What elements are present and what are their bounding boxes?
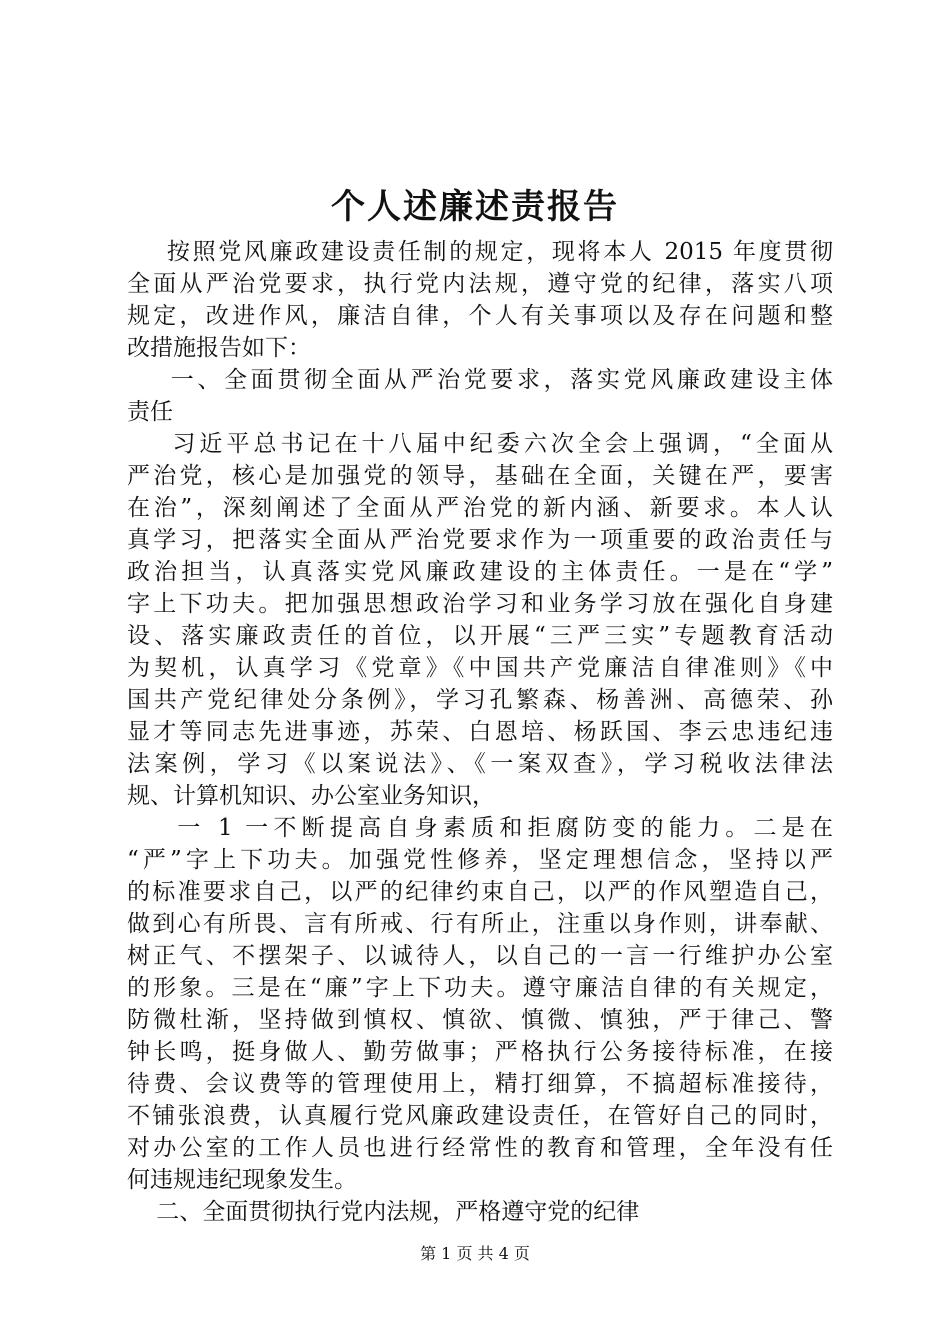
text-line: 真学习，把落实全面从严治党要求作为一项重要的政治责任与 [127, 527, 833, 553]
text-line: 全面从严治党要求，执行党内法规，遵守党的纪律，落实八项 [127, 271, 833, 297]
text-line: 钟长鸣，挺身做人、勤劳做事；严格执行公务接待标准，在接 [127, 1039, 833, 1065]
document-title: 个人述廉述责报告 [331, 187, 619, 227]
text-line: 对办公室的工作人员也进行经常性的教育和管理，全年没有任 [127, 1135, 833, 1161]
text-line: 的标准要求自己，以严的纪律约束自己，以严的作风塑造自己， [127, 879, 833, 905]
text-line: 按照党风廉政建设责任制的规定，现将本人 2015 年度贯彻 [127, 239, 833, 265]
text-line: 政治担当，认真落实党风廉政建设的主体责任。一是在“学” [127, 559, 833, 585]
text-line: 树正气、不摆架子、以诚待人，以自己的一言一行维护办公室 [127, 943, 833, 969]
text-line: 做到心有所畏、言有所戒、行有所止，注重以身作则，讲奉献、 [127, 911, 833, 937]
page-footer: 第 1 页 共 4 页 [420, 1244, 530, 1263]
text-line: 待费、会议费等的管理使用上，精打细算，不搞超标准接待， [127, 1071, 833, 1097]
text-line: 设、落实廉政责任的首位，以开展“三严三实”专题教育活动 [127, 623, 833, 649]
text-line: 为契机，认真学习《党章》《中国共产党廉洁自律准则》《中 [127, 655, 833, 681]
text-line: 责任 [127, 399, 173, 425]
text-line: 的形象。三是在“廉”字上下功夫。遵守廉洁自律的有关规定， [127, 975, 833, 1001]
text-line: 显才等同志先进事迹，苏荣、白恩培、杨跃国、李云忠违纪违 [127, 719, 833, 745]
text-line: 一 1 一不断提高自身素质和拒腐防变的能力。二是在 [127, 815, 833, 841]
text-line: 法案例，学习《以案说法》、《一案双查》，学习税收法律法 [127, 751, 833, 777]
text-line: 何违规违纪现象发生。 [127, 1167, 357, 1193]
text-line: 在治”，深刻阐述了全面从严治党的新内涵、新要求。本人认 [127, 495, 833, 521]
text-line: 字上下功夫。把加强思想政治学习和业务学习放在强化自身建 [127, 591, 833, 617]
text-line: 不铺张浪费，认真履行党风廉政建设责任，在管好自己的同时， [127, 1103, 833, 1129]
text-line: 防微杜渐，坚持做到慎权、慎欲、慎微、慎独，严于律己、警 [127, 1007, 833, 1033]
text-line: 严治党，核心是加强党的领导，基础在全面，关键在严，要害 [127, 463, 833, 489]
text-line: 改措施报告如下： [127, 335, 311, 361]
text-line: 规定，改进作风，廉洁自律，个人有关事项以及存在问题和整 [127, 303, 833, 329]
text-line: “严”字上下功夫。加强党性修养，坚定理想信念，坚持以严 [127, 847, 833, 873]
text-line: 规、计算机知识、办公室业务知识， [127, 783, 495, 809]
text-line: 一、全面贯彻全面从严治党要求，落实党风廉政建设主体 [127, 367, 833, 393]
text-line: 二、全面贯彻执行党内法规，严格遵守党的纪律 [127, 1199, 640, 1225]
text-line: 国共产党纪律处分条例》，学习孔繁森、杨善洲、高德荣、孙 [127, 687, 833, 713]
text-line: 习近平总书记在十八届中纪委六次全会上强调，“全面从 [127, 431, 833, 457]
document-body [127, 236, 833, 1228]
